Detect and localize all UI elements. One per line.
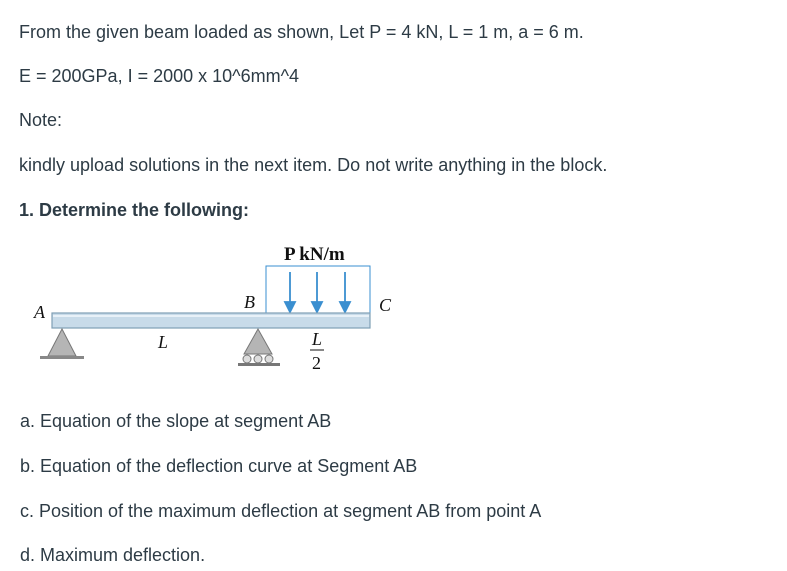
overhang-numerator: L bbox=[312, 329, 323, 349]
point-a-label: A bbox=[34, 302, 45, 322]
overhang-denominator: 2 bbox=[312, 353, 321, 373]
ground-b bbox=[238, 363, 280, 366]
span-ab-label: L bbox=[158, 332, 169, 352]
point-c-label: C bbox=[379, 295, 392, 315]
roller-wheels bbox=[243, 355, 273, 363]
roller-support-b bbox=[244, 329, 272, 354]
material-properties-line: E = 200GPa, I = 2000 x 10^6mm^4 bbox=[19, 66, 300, 86]
distributed-load-arrows bbox=[285, 272, 350, 312]
load-label: P kN/m bbox=[284, 244, 345, 265]
note-text: kindly upload solutions in the next item. Do not write anything in the block. bbox=[19, 155, 608, 175]
task-heading: 1. Determine the following: bbox=[19, 200, 250, 220]
ground-a bbox=[40, 356, 84, 359]
pin-support-a bbox=[48, 329, 76, 356]
point-b-label: B bbox=[244, 292, 255, 312]
beam-diagram bbox=[18, 236, 392, 376]
question-c: c. Position of the maximum deflection at segment AB from point A bbox=[20, 501, 542, 521]
given-values-line: From the given beam loaded as shown, Let P = 4 kN, L = 1 m, a = 6 m. bbox=[19, 22, 584, 42]
note-label: Note: bbox=[19, 110, 63, 130]
question-b: b. Equation of the deflection curve at Segment AB bbox=[20, 456, 418, 476]
question-d: d. Maximum deflection. bbox=[20, 545, 206, 565]
question-a: a. Equation of the slope at segment AB bbox=[20, 411, 332, 431]
